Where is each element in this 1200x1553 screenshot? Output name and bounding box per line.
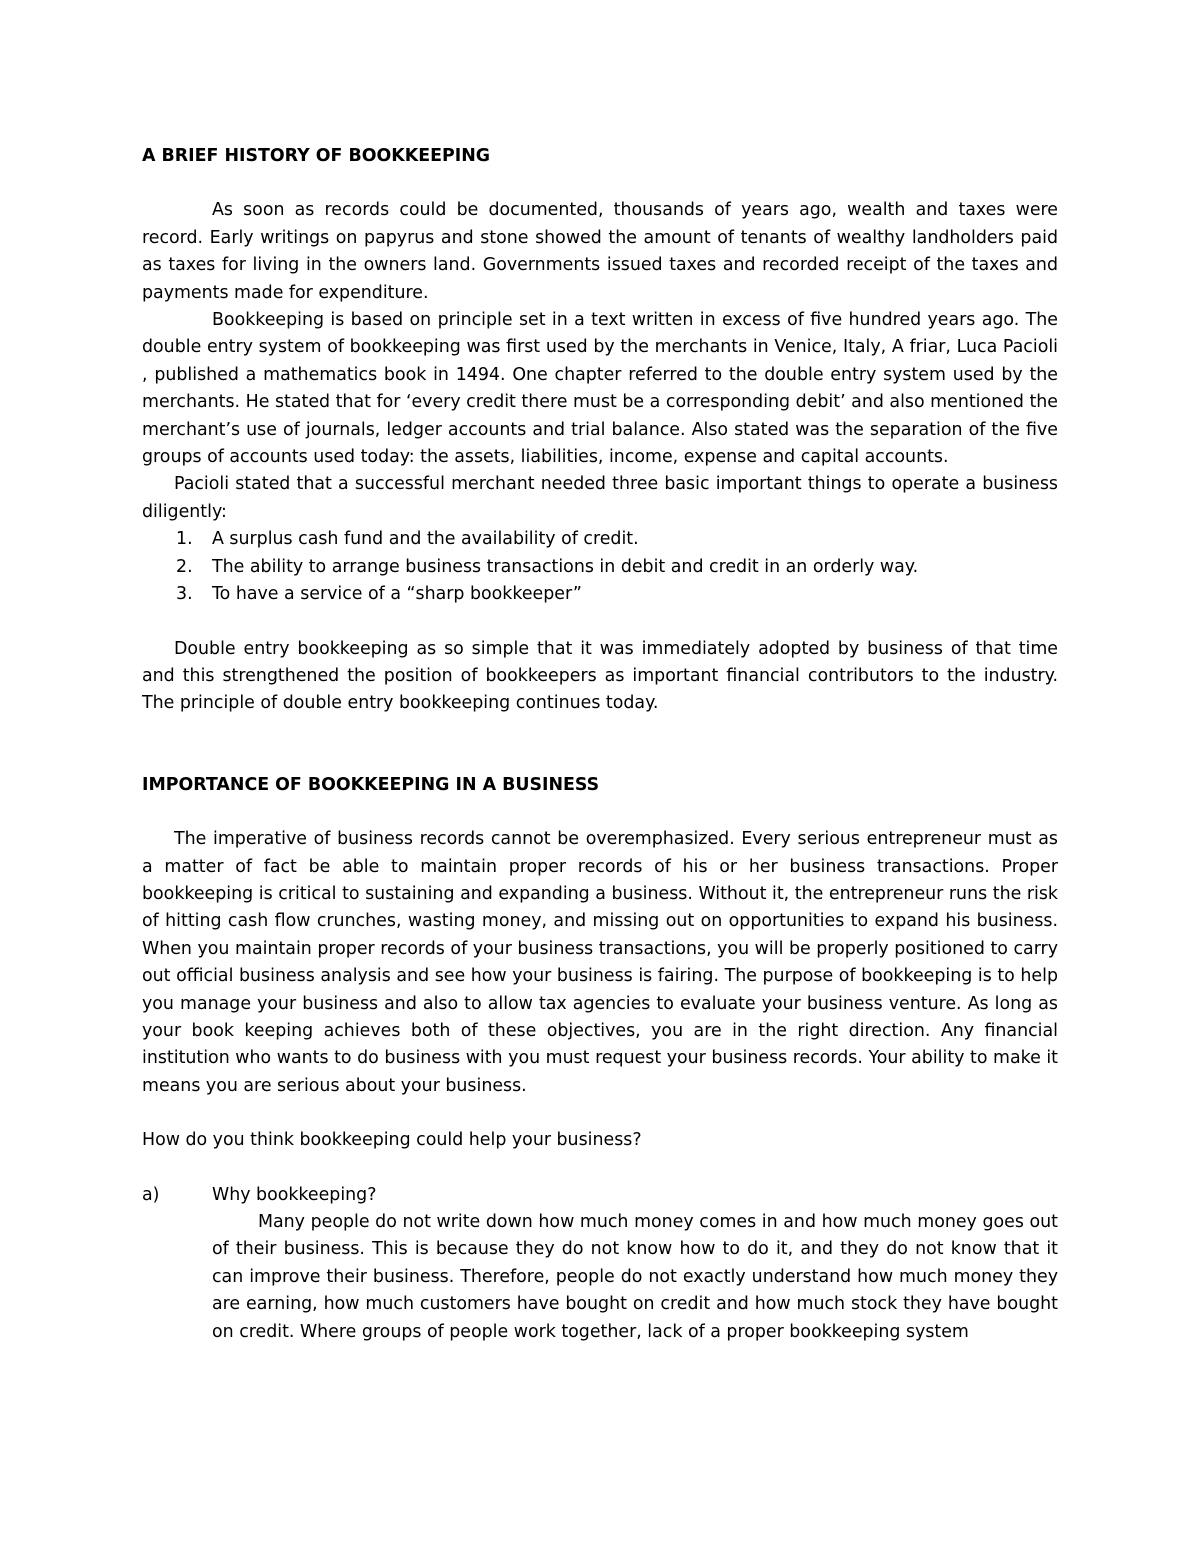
question-text: How do you think bookkeeping could help your business? xyxy=(142,1130,642,1151)
list-item-number: 3. xyxy=(176,584,193,605)
list-item-number: 2. xyxy=(176,556,193,577)
list-item-text: The ability to arrange business transactions in debit and credit in an orderly way. xyxy=(212,556,919,577)
importance-paragraph-1: The imperative of business records cannot be overemphasized. Every serious entrepreneur must as a matter of fact be able to maintain proper records of his or her business transactions. Proper bookkeeping is critical to sustaining and expanding a business. Without it, the entrepreneur runs the risk of hitting cash flow crunches, wasting money, and missing out on opportunities to expand his business. When you maintain proper records of your business transactions, you will be properly positioned to carry out official business analysis and see how your business is fairing. The purpose of bookkeeping is to help you manage your business and also to allow tax agencies to evaluate your business venture. As long as your book keeping achieves both of these objectives, you are in the right direction. Any financial institution who wants to do business with you must request your business records. Your ability to make it means you are serious about your business. xyxy=(142,829,1058,1096)
history-paragraph-2: Bookkeeping is based on principle set in a text written in excess of five hundred years ago. The double entry system of bookkeeping was first used by the merchants in Venice, Italy, A friar, Luca Pacioli , published a mathematics book in 1494. One chapter referred to the double entry system used by the merchants. He stated that for ‘every credit there must be a corresponding debit’ and also mentioned the merchant’s use of journals, ledger accounts and trial balance. Also stated was the separation of the five groups of accounts used today: the assets, liabilities, income, expense and capital accounts. xyxy=(142,310,1058,468)
list-item-number: 1. xyxy=(176,529,193,550)
history-paragraph-4: Double entry bookkeeping as so simple that it was immediately adopted by business of that time and this strengthened the position of bookkeepers as important financial contributors to the industry. The principle of double entry bookkeeping continues today. xyxy=(142,638,1058,714)
list-item-text: A surplus cash fund and the availability of credit. xyxy=(212,529,639,550)
lettered-item-title: Why bookkeeping? xyxy=(212,1184,377,1205)
list-item xyxy=(142,554,1058,581)
lettered-item-body: Many people do not write down how much money comes in and how much money goes out of their business. This is because they do not know how to do it, and they do not know that it can improve their business. Therefore, people do not exactly understand how much money they are earning, how much customers have bought on credit and how much stock they have bought on credit. Where groups of people work together, lack of a proper bookkeeping system xyxy=(212,1212,1058,1342)
numbered-list xyxy=(142,526,1058,608)
list-item xyxy=(142,526,1058,553)
section-heading-history: A BRIEF HISTORY OF BOOKKEEPING xyxy=(142,146,491,166)
list-item xyxy=(142,581,1058,608)
section-heading-importance: IMPORTANCE OF BOOKKEEPING IN A BUSINESS xyxy=(142,774,600,795)
list-item-text: To have a service of a “sharp bookkeeper” xyxy=(212,584,582,605)
history-paragraph-3: Pacioli stated that a successful merchant needed three basic important things to operate a business diligently: xyxy=(142,474,1058,522)
document-page xyxy=(142,143,1058,1346)
lettered-list-item xyxy=(142,1182,1058,1346)
lettered-item-marker: a) xyxy=(142,1184,160,1205)
history-paragraph-1: As soon as records could be documented, thousands of years ago, wealth and taxes were record. Early writings on papyrus and stone showed the amount of tenants of wealthy landholders paid as taxes for living in the owners land. Governments issued taxes and recorded receipt of the taxes and payments made for expenditure. xyxy=(142,200,1058,303)
